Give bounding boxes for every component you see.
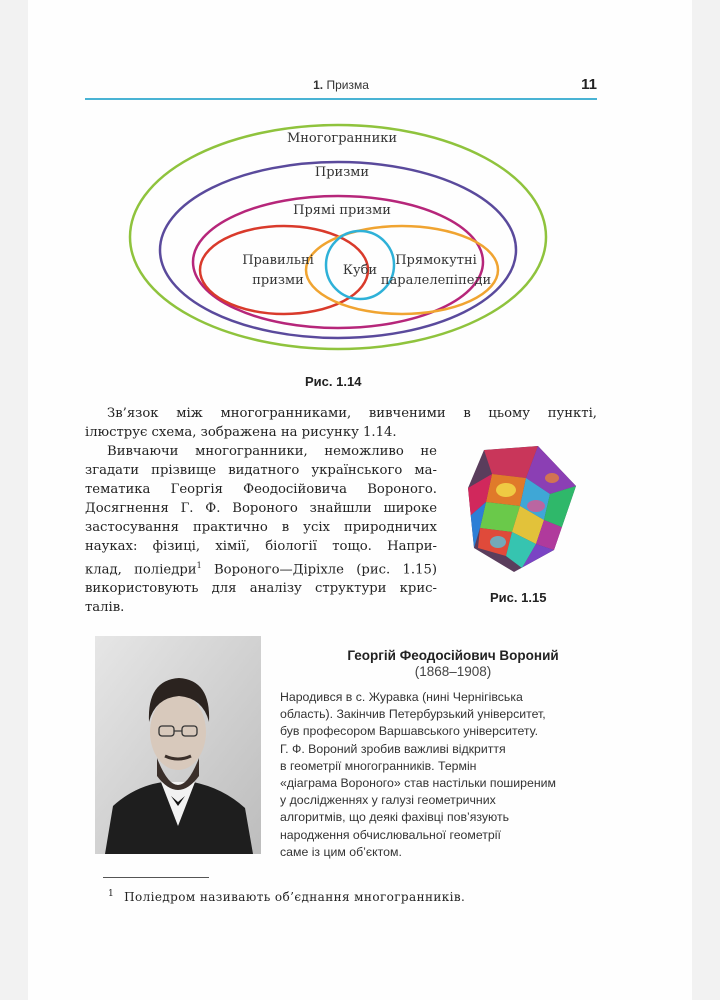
paragraph-1 (85, 404, 597, 442)
footnote-mark: 1 (108, 889, 115, 899)
label-regular-prisms-1: Правильні (242, 253, 314, 268)
footnote-ref: 1 (196, 561, 202, 570)
bio-name: Георгій Феодосійович Вороний (347, 648, 559, 663)
chapter-heading: 1. Призма (313, 78, 369, 92)
label-cuboids-2: паралелепіпеди (380, 273, 492, 288)
bio-line: народження обчислювальної геометрії (280, 827, 501, 842)
running-header (85, 78, 597, 98)
label-prisms: Призми (314, 165, 370, 180)
page-number: 11 (581, 76, 597, 93)
label-regular-prisms-2: призми (252, 273, 304, 288)
paragraph-2-line-3: тематика Георгія Феодосійовича Вороного. (85, 482, 437, 497)
footnote (108, 889, 465, 904)
polyhedra-venn-diagram (128, 110, 548, 360)
textbook-page (28, 0, 692, 1000)
paragraph-1-line-2: ілюструє схема, зображена на рисунку 1.14. (85, 425, 397, 440)
voronoi-portrait-photo (95, 636, 261, 854)
figure-caption-1-14: Рис. 1.14 (305, 374, 362, 389)
bio-line: був професором Варшавського університету. (280, 724, 538, 739)
voronoi-polyhedron-image (466, 444, 578, 578)
paragraph-2-line-4: Досягнення Г. Ф. Вороного знайшли широке (85, 501, 437, 516)
figure-caption-1-15: Рис. 1.15 (490, 590, 547, 605)
bio-line: «діаграма Вороного» став настільки поширеним (280, 776, 556, 791)
cuboids-set (306, 226, 498, 314)
bio-line: у дослідженнях у галузі геометричних (280, 793, 496, 808)
bio-years: (1868–1908) (414, 664, 492, 679)
label-polyhedra: Многогранники (286, 131, 398, 146)
paragraph-2-line-2: згадати прізвище видатного українського ма- (85, 463, 437, 478)
label-cuboids-1: Прямокутні (395, 253, 477, 268)
footnote-divider (103, 877, 209, 878)
paragraph-2-line-7: клад, поліедри$^1$ Вороного—Діріхле (рис. 1.15) (85, 561, 437, 578)
paragraph-2-line-8: використовують для аналізу структури крис- (85, 581, 437, 597)
bio-text (280, 689, 600, 861)
prisms-set (160, 162, 516, 338)
paragraph-2-line-6: науках: фізиці, хімії, біології тощо. Напри- (85, 539, 437, 554)
paragraph-2-line-5: застосування практично в усіх природничих (85, 520, 437, 535)
footnote-text: Поліедром називають об’єднання многогранників. (124, 890, 466, 904)
paragraph-2-line-1: Вивчаючи многогранники, неможливо не (107, 444, 437, 459)
label-right-prisms: Прямі призми (293, 203, 391, 218)
paragraph-2-line-9: талів. (85, 600, 125, 616)
bio-line: саме із цим об’єктом. (280, 844, 402, 859)
header-divider (85, 98, 597, 100)
bio-line: Народився в с. Журавка (нині Чернігівська (280, 690, 523, 704)
label-cubes: Куби (342, 263, 378, 278)
paragraph-2 (85, 442, 437, 617)
bio-line: алгоритмів, що деякі фахівці пов’язують (280, 810, 510, 825)
bio-line: Г. Ф. Вороний зробив важливі відкриття (280, 741, 506, 756)
bio-line: область). Закінчив Петербурзький університет, (280, 707, 546, 722)
paragraph-1-line-1: Зв’язок між многогранниками, вивченими в цьому пункті, (107, 406, 597, 421)
portrait-drawing (95, 636, 261, 854)
bio-line: в геометрії многогранників. Термін (280, 758, 477, 773)
